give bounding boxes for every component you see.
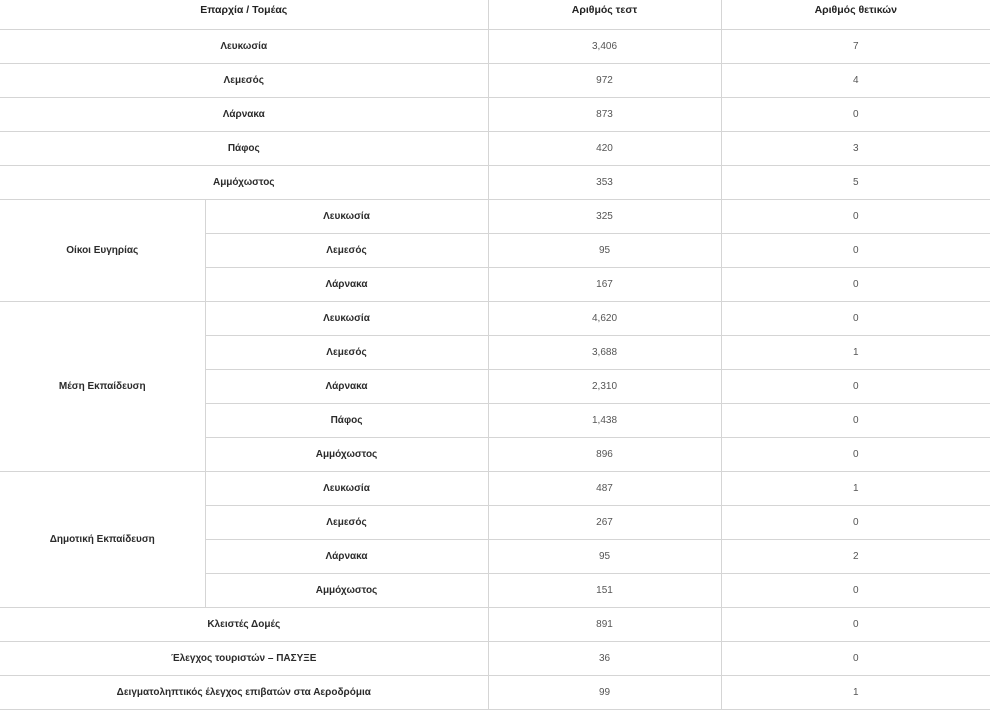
positives-count: 0 (721, 98, 990, 132)
group-name: Οίκοι Ευγηρίας (0, 200, 205, 302)
table-row (0, 166, 990, 200)
tests-count: 420 (488, 132, 721, 166)
tests-count: 353 (488, 166, 721, 200)
tests-count: 891 (488, 608, 721, 642)
positives-count: 5 (721, 166, 990, 200)
positives-count: 0 (721, 506, 990, 540)
positives-count: 0 (721, 268, 990, 302)
district-name: Αμμόχωστος (0, 166, 488, 200)
table-row (0, 200, 990, 234)
header-positives: Αριθμός θετικών (721, 0, 990, 30)
tests-count: 873 (488, 98, 721, 132)
group-name: Δημοτική Εκπαίδευση (0, 472, 205, 608)
tests-count: 95 (488, 540, 721, 574)
table-row (0, 642, 990, 676)
district-name: Πάφος (0, 132, 488, 166)
tests-count: 99 (488, 676, 721, 710)
tests-count: 487 (488, 472, 721, 506)
table-row (0, 302, 990, 336)
category-name: Έλεγχος τουριστών – ΠΑΣΥΞΕ (0, 642, 488, 676)
tests-count: 3,688 (488, 336, 721, 370)
positives-count: 1 (721, 472, 990, 506)
tests-count: 896 (488, 438, 721, 472)
table-row (0, 472, 990, 506)
tests-count: 151 (488, 574, 721, 608)
subgroup-district-name: Λεμεσός (205, 336, 488, 370)
positives-count: 1 (721, 336, 990, 370)
subgroup-district-name: Λευκωσία (205, 472, 488, 506)
subgroup-district-name: Πάφος (205, 404, 488, 438)
tests-count: 3,406 (488, 30, 721, 64)
subgroup-district-name: Λευκωσία (205, 302, 488, 336)
subgroup-district-name: Λεμεσός (205, 506, 488, 540)
tests-count: 2,310 (488, 370, 721, 404)
group-name: Μέση Εκπαίδευση (0, 302, 205, 472)
tests-count: 267 (488, 506, 721, 540)
positives-count: 3 (721, 132, 990, 166)
tests-count: 4,620 (488, 302, 721, 336)
subgroup-district-name: Αμμόχωστος (205, 438, 488, 472)
positives-count: 7 (721, 30, 990, 64)
district-name: Λευκωσία (0, 30, 488, 64)
tests-count: 1,438 (488, 404, 721, 438)
table-row (0, 132, 990, 166)
subgroup-district-name: Λάρνακα (205, 268, 488, 302)
positives-count: 1 (721, 676, 990, 710)
header-row (0, 0, 990, 30)
tests-count: 95 (488, 234, 721, 268)
table-row (0, 608, 990, 642)
subgroup-district-name: Λάρνακα (205, 370, 488, 404)
positives-count: 0 (721, 642, 990, 676)
subgroup-district-name: Λεμεσός (205, 234, 488, 268)
tests-count: 325 (488, 200, 721, 234)
tests-count: 167 (488, 268, 721, 302)
table-row (0, 676, 990, 710)
category-name: Κλειστές Δομές (0, 608, 488, 642)
tests-count: 36 (488, 642, 721, 676)
table-row (0, 30, 990, 64)
subgroup-district-name: Αμμόχωστος (205, 574, 488, 608)
positives-count: 0 (721, 234, 990, 268)
header-tests: Αριθμός τεστ (488, 0, 721, 30)
subgroup-district-name: Λάρνακα (205, 540, 488, 574)
positives-count: 2 (721, 540, 990, 574)
positives-count: 0 (721, 302, 990, 336)
table-row (0, 64, 990, 98)
header-district-sector: Επαρχία / Τομέας (0, 0, 488, 30)
district-name: Λάρνακα (0, 98, 488, 132)
district-name: Λεμεσός (0, 64, 488, 98)
positives-count: 0 (721, 574, 990, 608)
positives-count: 0 (721, 370, 990, 404)
category-name: Δειγματοληπτικός έλεγχος επιβατών στα Αεροδρόμια (0, 676, 488, 710)
subgroup-district-name: Λευκωσία (205, 200, 488, 234)
positives-count: 0 (721, 404, 990, 438)
positives-count: 0 (721, 438, 990, 472)
positives-count: 0 (721, 200, 990, 234)
tests-count: 972 (488, 64, 721, 98)
positives-count: 4 (721, 64, 990, 98)
table-row (0, 98, 990, 132)
positives-count: 0 (721, 608, 990, 642)
